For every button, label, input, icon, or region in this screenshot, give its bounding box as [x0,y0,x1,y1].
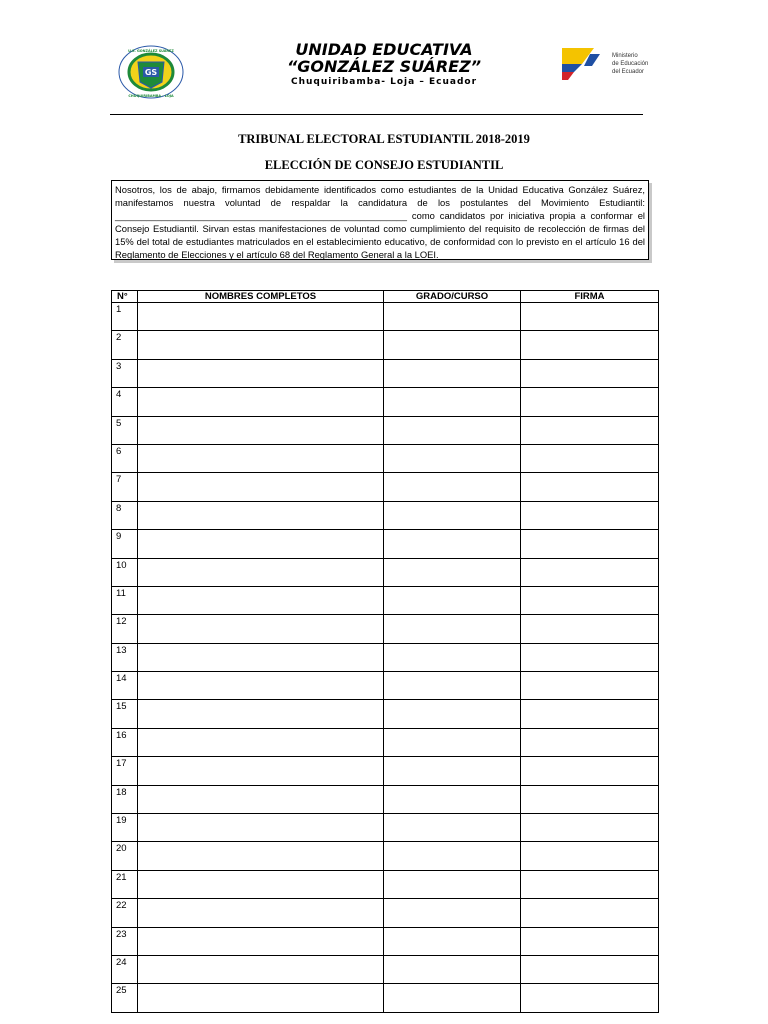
grade-course-cell [384,955,521,983]
signature-cell [521,700,659,728]
full-name-cell [138,331,384,359]
row-number-cell: 13 [112,643,138,671]
row-number-cell: 18 [112,785,138,813]
grade-course-cell [384,814,521,842]
grade-course-cell [384,473,521,501]
grade-course-cell [384,615,521,643]
grade-course-cell [384,586,521,614]
grade-course-cell [384,359,521,387]
grade-course-cell [384,728,521,756]
header-grade-course: GRADO/CURSO [384,291,521,303]
row-number-cell: 22 [112,899,138,927]
row-number-cell: 1 [112,303,138,331]
row-number-cell: 21 [112,870,138,898]
full-name-cell [138,700,384,728]
row-number-cell: 3 [112,359,138,387]
row-number-cell: 6 [112,444,138,472]
grade-course-cell [384,757,521,785]
grade-course-cell [384,331,521,359]
table-row [112,388,659,416]
table-row [112,870,659,898]
signature-cell [521,530,659,558]
signature-cell [521,899,659,927]
document-title: TRIBUNAL ELECTORAL ESTUDIANTIL 2018-2019 [238,132,530,146]
signature-cell [521,359,659,387]
full-name-cell [138,927,384,955]
full-name-cell [138,672,384,700]
header-number: N° [112,291,138,303]
table-row [112,814,659,842]
row-number-cell: 23 [112,927,138,955]
ministry-line2: de Educación [612,61,649,67]
row-number-cell: 9 [112,530,138,558]
table-row [112,700,659,728]
grade-course-cell [384,444,521,472]
row-number-cell: 8 [112,501,138,529]
signature-cell [521,728,659,756]
signature-cell [521,785,659,813]
signature-cell [521,643,659,671]
signature-cell [521,842,659,870]
full-name-cell [138,388,384,416]
table-row [112,672,659,700]
ministry-line1: Ministerio [612,53,638,59]
table-row [112,984,659,1012]
full-name-cell [138,444,384,472]
ministry-flag-icon [560,44,650,84]
grade-course-cell [384,530,521,558]
signature-cell [521,615,659,643]
row-number-cell: 12 [112,615,138,643]
table-row [112,927,659,955]
full-name-cell [138,416,384,444]
table-row [112,416,659,444]
full-name-cell [138,984,384,1012]
signature-cell [521,501,659,529]
signature-cell [521,331,659,359]
signature-cell [521,586,659,614]
table-header-row [112,291,659,303]
row-number-cell: 15 [112,700,138,728]
grade-course-cell [384,501,521,529]
row-number-cell: 20 [112,842,138,870]
header-full-names: NOMBRES COMPLETOS [138,291,384,303]
grade-course-cell [384,785,521,813]
full-name-cell [138,870,384,898]
table-row [112,955,659,983]
row-number-cell: 24 [112,955,138,983]
full-name-cell [138,842,384,870]
signature-cell [521,955,659,983]
full-name-cell [138,728,384,756]
signature-table [111,290,659,1013]
grade-course-cell [384,927,521,955]
school-name-line2: “GONZÁLEZ SUÁREZ” [286,57,482,76]
table-row [112,785,659,813]
row-number-cell: 16 [112,728,138,756]
header-divider [110,114,643,115]
document-subtitle: ELECCIÓN DE CONSEJO ESTUDIANTIL [264,158,504,172]
table-row [112,444,659,472]
signature-cell [521,444,659,472]
grade-course-cell [384,899,521,927]
table-row [112,558,659,586]
table-row [112,757,659,785]
table-row [112,473,659,501]
signature-cell [521,672,659,700]
table-row [112,501,659,529]
grade-course-cell [384,303,521,331]
table-row [112,359,659,387]
row-number-cell: 2 [112,331,138,359]
row-number-cell: 14 [112,672,138,700]
full-name-cell [138,359,384,387]
full-name-cell [138,955,384,983]
signature-cell [521,814,659,842]
table-row [112,615,659,643]
row-number-cell: 19 [112,814,138,842]
statement-box: Nosotros, los de abajo, firmamos debidamente identificados como estudiantes de la Unidad Educativa González Suárez, manifestamos nuestra voluntad de respaldar la candidatura de los postulantes del Movimiento Estudiantil: ________________________________________________________ como candidatos por iniciativa propia a conformar el Consejo Estudiantil. Sirvan estas manifestaciones de voluntad como cumplimiento del requisito de recolección de firmas del 15% del total de estudiantes matriculados en el establecimiento educativo, de conformidad con lo previsto en el artículo 16 del Reglamento de Elecciones y el artículo 68 del Reglamento General a la LOEI. [111,180,649,260]
full-name-cell [138,899,384,927]
table-row [112,728,659,756]
school-location: Chuquiribamba- Loja – Ecuador [290,77,478,87]
signature-cell [521,870,659,898]
table-row [112,842,659,870]
row-number-cell: 11 [112,586,138,614]
signature-cell [521,388,659,416]
grade-course-cell [384,388,521,416]
grade-course-cell [384,870,521,898]
signature-cell [521,984,659,1012]
full-name-cell [138,586,384,614]
signature-cell [521,473,659,501]
row-number-cell: 10 [112,558,138,586]
full-name-cell [138,501,384,529]
full-name-cell [138,785,384,813]
full-name-cell [138,558,384,586]
signature-cell [521,416,659,444]
crest-center-text: GS [144,68,158,77]
table-row [112,586,659,614]
full-name-cell [138,757,384,785]
crest-ring-top: U.E. GONZÁLEZ SUÁREZ [128,49,174,53]
full-name-cell [138,615,384,643]
table-row [112,643,659,671]
school-name-line1: UNIDAD EDUCATIVA [295,40,473,59]
full-name-cell [138,530,384,558]
grade-course-cell [384,558,521,586]
full-name-cell [138,643,384,671]
row-number-cell: 25 [112,984,138,1012]
table-row [112,331,659,359]
full-name-cell [138,814,384,842]
full-name-cell [138,303,384,331]
row-number-cell: 7 [112,473,138,501]
table-row [112,530,659,558]
header-signature: FIRMA [521,291,659,303]
table-row [112,303,659,331]
grade-course-cell [384,643,521,671]
table-row [112,899,659,927]
grade-course-cell [384,842,521,870]
signature-cell [521,303,659,331]
signature-cell [521,757,659,785]
crest-ring-bottom: CHUQUIRIBAMBA - LOJA [128,94,174,98]
row-number-cell: 5 [112,416,138,444]
grade-course-cell [384,672,521,700]
grade-course-cell [384,984,521,1012]
grade-course-cell [384,700,521,728]
full-name-cell [138,473,384,501]
ministry-line3: del Ecuador [612,69,645,75]
grade-course-cell [384,416,521,444]
row-number-cell: 4 [112,388,138,416]
letterhead [0,0,768,120]
signature-cell [521,927,659,955]
row-number-cell: 17 [112,757,138,785]
signature-cell [521,558,659,586]
